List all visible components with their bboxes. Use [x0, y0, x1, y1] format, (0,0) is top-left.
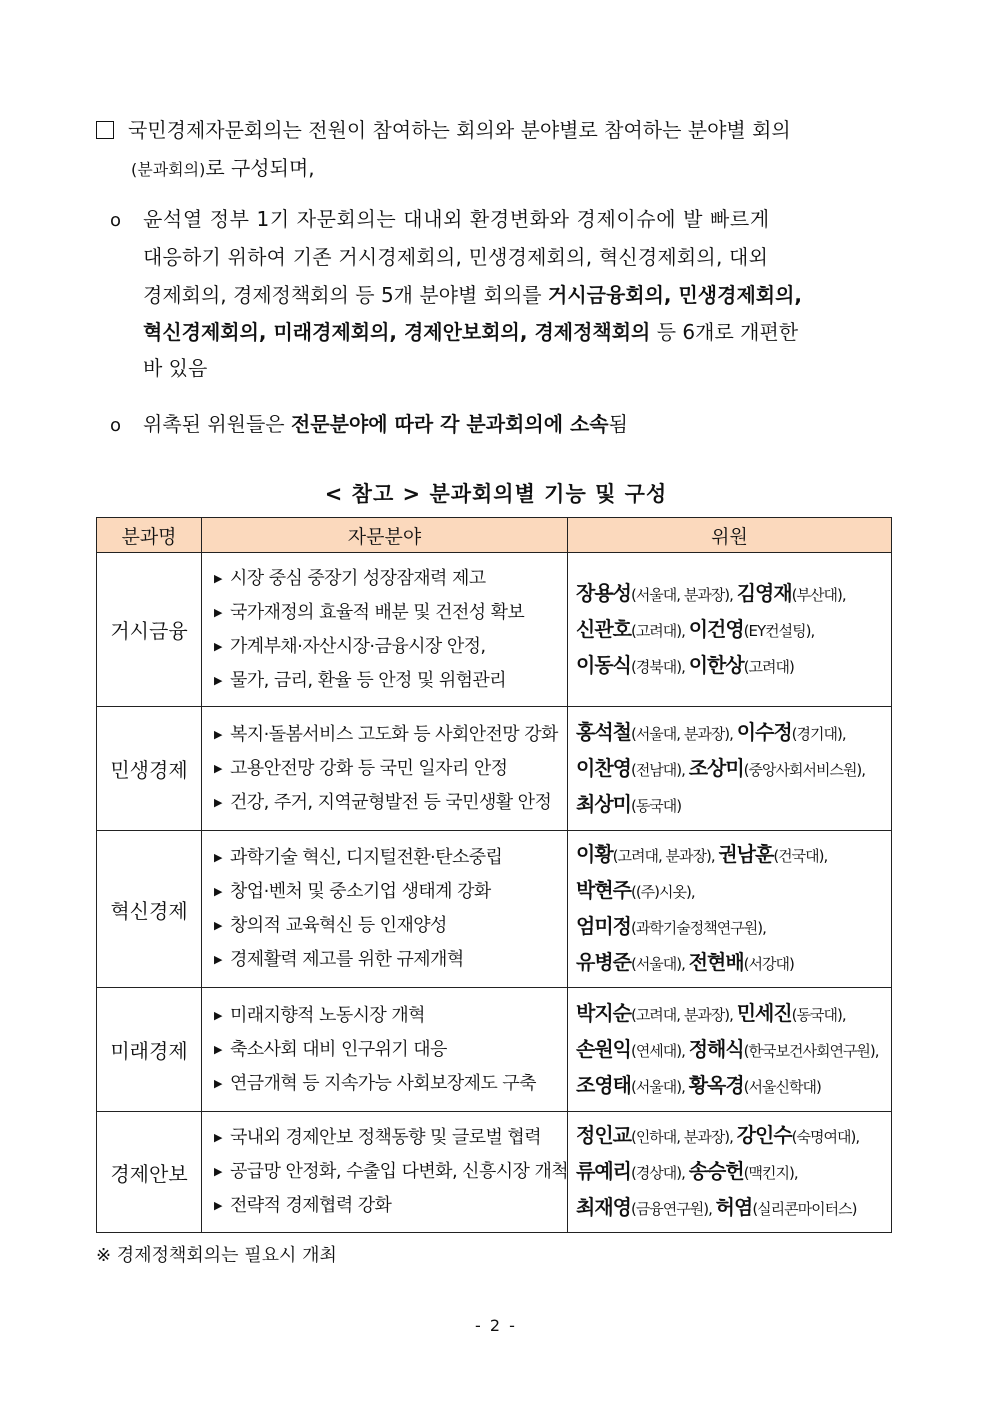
- field-item: [214, 1067, 559, 1101]
- triangle-bullet-icon: ▶: [214, 953, 222, 966]
- bullet-1-line-3-bold: 거시금융회의, 민생경제회의,: [548, 283, 802, 307]
- member-affiliation: (경상대),: [630, 1164, 689, 1182]
- triangle-bullet-icon: ▶: [214, 727, 222, 741]
- member-affiliation: (서강대): [743, 955, 794, 973]
- members-cell: [568, 707, 892, 831]
- member-line: [576, 837, 885, 873]
- member-affiliation: (실리콘마이터스): [752, 1200, 857, 1218]
- field-item: [214, 664, 559, 698]
- member-name: 신관호: [576, 616, 631, 641]
- member-affiliation: (서울대),: [630, 1077, 689, 1096]
- member-line: [576, 1154, 885, 1190]
- member-affiliation: (고려대, 분과장),: [630, 1005, 737, 1024]
- committee-table: [96, 517, 892, 1233]
- bullet-1-line-1: 윤석열 정부 1기 자문회의는 대내외 환경변화와 경제이슈에 발 빠르게: [143, 207, 770, 231]
- advisory-fields-cell: [202, 553, 568, 707]
- member-line: [576, 576, 885, 612]
- bullet-1-line-3-plain: 경제회의, 경제정책회의 등 5개 분야별 회의를: [143, 283, 548, 307]
- triangle-bullet-icon: ▶: [214, 673, 222, 687]
- triangle-bullet-icon: ▶: [214, 605, 222, 619]
- field-text: 고용안전망 강화 등 국민 일자리 안정: [230, 757, 508, 779]
- field-item: [214, 841, 559, 875]
- member-name: 유병준: [576, 950, 631, 974]
- member-affiliation: (전남대),: [630, 760, 689, 779]
- field-item: [214, 1121, 559, 1155]
- member-name: 박현주: [576, 878, 631, 902]
- bullet-2-bold: 전문분야에 따라 각 분과회의에 소속: [290, 412, 609, 436]
- triangle-bullet-icon: ▶: [214, 1042, 222, 1056]
- member-affiliation: (인하대, 분과장),: [630, 1128, 737, 1146]
- table-row: [97, 988, 892, 1112]
- member-affiliation: (동국대),: [791, 1005, 846, 1024]
- field-item: [214, 718, 559, 752]
- field-text: 전략적 경제협력 강화: [230, 1195, 392, 1216]
- field-item: [214, 1033, 559, 1067]
- checkbox-square-icon: [96, 121, 114, 139]
- member-line: [576, 1190, 885, 1226]
- advisory-fields-cell: [202, 1112, 568, 1233]
- table-header-row: [97, 518, 892, 553]
- triangle-bullet-icon: ▶: [214, 885, 222, 898]
- advisory-fields-cell: [202, 988, 568, 1112]
- member-name: 정해식: [688, 1036, 744, 1061]
- field-text: 건강, 주거, 지역균형발전 등 국민생활 안정: [230, 791, 552, 813]
- member-name: 장용성: [576, 580, 631, 605]
- member-name: 이한상: [688, 652, 744, 677]
- intro-line-2: [131, 156, 315, 182]
- member-affiliation: (경북대),: [630, 657, 689, 676]
- member-line: [576, 787, 885, 823]
- member-affiliation: (금융연구원),: [630, 1200, 716, 1218]
- member-affiliation: (숙명여대),: [791, 1128, 860, 1146]
- field-item: [214, 786, 559, 820]
- member-line: [576, 909, 885, 945]
- bullet-1-line-2: 대응하기 위하여 기존 거시경제회의, 민생경제회의, 혁신경제회의, 대외: [143, 245, 769, 269]
- bullet-2-plain-1: 위촉된 위원들은: [143, 412, 291, 436]
- member-affiliation: (연세대),: [630, 1041, 689, 1060]
- member-name: 김영재: [736, 580, 792, 605]
- advisory-fields-cell: [202, 831, 568, 988]
- footnote: ※ 경제정책회의는 필요시 개최: [96, 1245, 337, 1266]
- member-name: 손원익: [576, 1036, 631, 1061]
- member-name: 이황: [576, 842, 613, 866]
- header-advisory-field: 자문분야: [202, 518, 568, 553]
- bullet-2-plain-2: 됨: [608, 412, 628, 436]
- member-affiliation: (서울신학대): [743, 1077, 821, 1096]
- member-name: 엄미정: [576, 914, 631, 938]
- field-text: 창의적 교육혁신 등 인재양성: [230, 915, 447, 936]
- triangle-bullet-icon: ▶: [214, 1008, 222, 1022]
- member-line: [576, 751, 885, 787]
- member-name: 민세진: [736, 1000, 792, 1025]
- member-name: 이건영: [688, 616, 744, 641]
- member-affiliation: (과학기술정책연구원),: [630, 919, 766, 937]
- triangle-bullet-icon: ▶: [214, 919, 222, 932]
- field-item: [214, 1189, 559, 1223]
- committee-name: 거시금융: [97, 553, 202, 707]
- table-row: [97, 831, 892, 988]
- bullet-2-marker: [110, 412, 138, 438]
- field-text: 창업·벤처 및 중소기업 생태계 강화: [230, 881, 491, 902]
- field-text: 미래지향적 노동시장 개혁: [230, 1004, 425, 1026]
- field-item: [214, 630, 559, 664]
- member-affiliation: (EY컨설팅),: [743, 621, 815, 640]
- intro-text: 국민경제자문회의는 전원이 참여하는 회의와 분야별로 참여하는 분야별 회의: [128, 118, 791, 142]
- triangle-bullet-icon: ▶: [214, 1076, 222, 1090]
- bullet-1-line-4-plain: 등 6개로 개편한: [650, 320, 799, 344]
- intro-line-1: [96, 118, 894, 142]
- intro-rest: 로 구성되며,: [205, 156, 315, 180]
- table-title: < 참고 > 분과회의별 기능 및 구성: [324, 482, 668, 506]
- member-affiliation: (맥킨지),: [743, 1164, 798, 1182]
- field-text: 축소사회 대비 인구위기 대응: [230, 1038, 447, 1060]
- circle-bullet-icon: o: [110, 210, 122, 231]
- field-text: 가계부채·자산시장·금융시장 안정,: [230, 635, 486, 657]
- member-name: 전현배: [688, 950, 744, 974]
- member-line: [576, 715, 885, 751]
- bullet-1-line-3: [143, 283, 802, 307]
- member-affiliation: (건국대),: [773, 847, 828, 865]
- table-row: [97, 1112, 892, 1233]
- bullet-1-line-5: 바 있음: [143, 356, 208, 380]
- committee-name: 미래경제: [97, 988, 202, 1112]
- member-affiliation: (경기대),: [791, 724, 846, 743]
- header-members: 위원: [568, 518, 892, 553]
- member-name: 강인수: [736, 1123, 792, 1147]
- circle-bullet-icon: o: [110, 415, 122, 436]
- member-name: 홍석철: [576, 719, 631, 744]
- members-cell: [568, 553, 892, 707]
- field-text: 연금개혁 등 지속가능 사회보장제도 구축: [230, 1072, 536, 1094]
- committee-name: 민생경제: [97, 707, 202, 831]
- member-affiliation: ((주)시옷),: [630, 883, 695, 901]
- field-item: [214, 875, 559, 909]
- members-cell: [568, 988, 892, 1112]
- member-affiliation: (부산대),: [791, 585, 846, 604]
- intro-paren: (분과회의): [131, 160, 206, 179]
- bullet-1-line-4-bold: 혁신경제회의, 미래경제회의, 경제안보회의, 경제정책회의: [143, 320, 651, 344]
- field-text: 과학기술 혁신, 디지털전환·탄소중립: [230, 847, 503, 868]
- member-name: 송승헌: [688, 1159, 744, 1183]
- member-line: [576, 873, 885, 909]
- member-line: [576, 648, 885, 684]
- committee-name: 혁신경제: [97, 831, 202, 988]
- field-item: [214, 562, 559, 596]
- triangle-bullet-icon: ▶: [214, 639, 222, 653]
- member-name: 조영태: [576, 1072, 631, 1097]
- bullet-2-line: [143, 412, 628, 436]
- members-cell: [568, 1112, 892, 1233]
- members-cell: [568, 831, 892, 988]
- field-text: 복지·돌봄서비스 고도화 등 사회안전망 강화: [230, 723, 558, 745]
- member-name: 최재영: [576, 1195, 631, 1219]
- table-row: [97, 707, 892, 831]
- committee-name: 경제안보: [97, 1112, 202, 1233]
- field-text: 국가재정의 효율적 배분 및 건전성 확보: [230, 601, 525, 623]
- triangle-bullet-icon: ▶: [214, 1199, 222, 1212]
- field-item: [214, 1155, 569, 1189]
- field-item: [214, 752, 559, 786]
- field-item: [214, 596, 559, 630]
- member-name: 정인교: [576, 1123, 631, 1147]
- member-affiliation: (고려대): [743, 657, 794, 676]
- member-name: 권남훈: [718, 842, 774, 866]
- member-name: 조상미: [688, 755, 744, 780]
- field-item: [214, 909, 559, 943]
- triangle-bullet-icon: ▶: [214, 1165, 222, 1178]
- field-text: 공급망 안정화, 수출입 다변화, 신흥시장 개척: [230, 1161, 569, 1182]
- member-affiliation: (서울대, 분과장),: [630, 585, 737, 604]
- header-committee-name: 분과명: [97, 518, 202, 553]
- member-affiliation: (고려대, 분과장),: [612, 847, 719, 865]
- member-name: 황옥경: [688, 1072, 744, 1097]
- member-line: [576, 1032, 885, 1068]
- member-affiliation: (동국대): [630, 796, 682, 815]
- member-affiliation: (서울대),: [630, 955, 689, 973]
- field-text: 시장 중심 중장기 성장잠재력 제고: [230, 567, 486, 589]
- member-line: [576, 945, 885, 981]
- field-text: 물가, 금리, 환율 등 안정 및 위험관리: [230, 669, 507, 691]
- triangle-bullet-icon: ▶: [214, 761, 222, 775]
- member-name: 박지순: [576, 1000, 631, 1025]
- member-name: 최상미: [576, 791, 631, 816]
- bullet-1-marker: [110, 207, 138, 233]
- member-name: 이수정: [736, 719, 792, 744]
- member-line: [576, 1068, 885, 1104]
- advisory-fields-cell: [202, 707, 568, 831]
- bullet-1-line-4: [143, 320, 798, 344]
- member-line: [576, 612, 885, 648]
- table-row: [97, 553, 892, 707]
- member-affiliation: (한국보건사회연구원),: [743, 1041, 879, 1060]
- triangle-bullet-icon: ▶: [214, 795, 222, 809]
- member-affiliation: (고려대),: [630, 621, 689, 640]
- member-name: 허염: [715, 1195, 753, 1219]
- triangle-bullet-icon: ▶: [214, 851, 222, 864]
- member-name: 류예리: [576, 1159, 631, 1183]
- table-body: [97, 553, 892, 1233]
- triangle-bullet-icon: ▶: [214, 571, 222, 585]
- triangle-bullet-icon: ▶: [214, 1131, 222, 1144]
- member-affiliation: (서울대, 분과장),: [630, 724, 737, 743]
- member-name: 이동식: [576, 652, 631, 677]
- page-number: - 2 -: [475, 1316, 517, 1335]
- member-line: [576, 1118, 885, 1154]
- field-item: [214, 943, 559, 977]
- field-text: 국내외 경제안보 정책동향 및 글로벌 협력: [230, 1127, 542, 1148]
- field-text: 경제활력 제고를 위한 규제개혁: [230, 949, 464, 970]
- member-line: [576, 996, 885, 1032]
- member-name: 이찬영: [576, 755, 631, 780]
- field-item: [214, 999, 559, 1033]
- member-affiliation: (중앙사회서비스원),: [743, 760, 866, 779]
